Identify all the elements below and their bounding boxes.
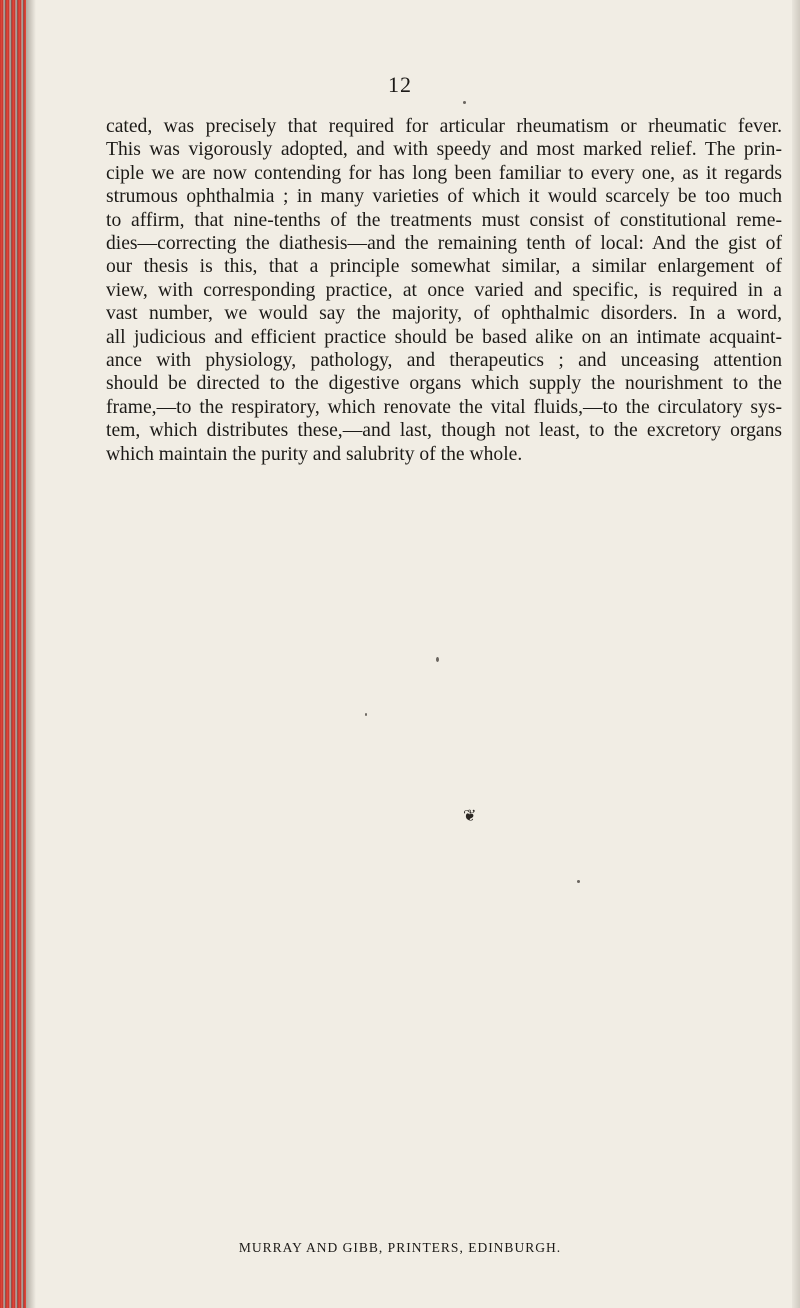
fleuron-icon: ❦ — [463, 806, 477, 825]
text-line: ciple we are now contending for has long been familiar to every one, as it regards — [106, 162, 782, 184]
text-line: dies—correcting the diathesis—and the remaining tenth of local: And the gist of — [106, 233, 782, 255]
text-line: should be directed to the digestive organs which supply the nourishment to the — [106, 373, 782, 395]
text-line: all judicious and efficient practice should be based alike on an intimate acquaint- — [106, 326, 782, 348]
text-line: view, with corresponding practice, at once varied and specific, is required in a — [106, 279, 782, 301]
binding-shadow — [26, 0, 36, 1308]
binding-edge — [0, 0, 26, 1308]
body-paragraph — [106, 115, 782, 466]
text-line: to affirm, that nine-tenths of the treatments must consist of constitutional reme- — [106, 209, 782, 231]
text-line: which maintain the purity and salubrity of the whole. — [106, 443, 523, 465]
text-line: our thesis is this, that a principle somewhat similar, a similar enlargement of — [106, 256, 782, 278]
text-line: cated, was precisely that required for articular rheumatism or rheumatic fever. — [106, 116, 782, 137]
text-line: frame,—to the respiratory, which renovate the vital fluids,—to the circulatory sys- — [106, 396, 782, 418]
page-number: 12 — [388, 72, 412, 97]
text-line: tem, which distributes these,—and last, though not least, to the excretory organs — [106, 420, 782, 442]
text-line: This was vigorously adopted, and with speedy and most marked relief. The prin- — [106, 139, 782, 161]
ink-speck — [577, 880, 580, 883]
text-line: vast number, we would say the majority, of ophthalmic disorders. In a word, — [106, 303, 782, 325]
page-edge — [792, 0, 800, 1308]
text-line: strumous ophthalmia ; in many varieties of which it would scarcely be too much — [106, 186, 782, 208]
ink-speck — [365, 713, 367, 716]
ink-speck — [436, 657, 439, 662]
ink-speck — [463, 101, 466, 104]
printer-imprint: MURRAY AND GIBB, PRINTERS, EDINBURGH. — [238, 1240, 562, 1255]
text-line: ance with physiology, pathology, and therapeutics ; and unceasing attention — [106, 350, 782, 372]
